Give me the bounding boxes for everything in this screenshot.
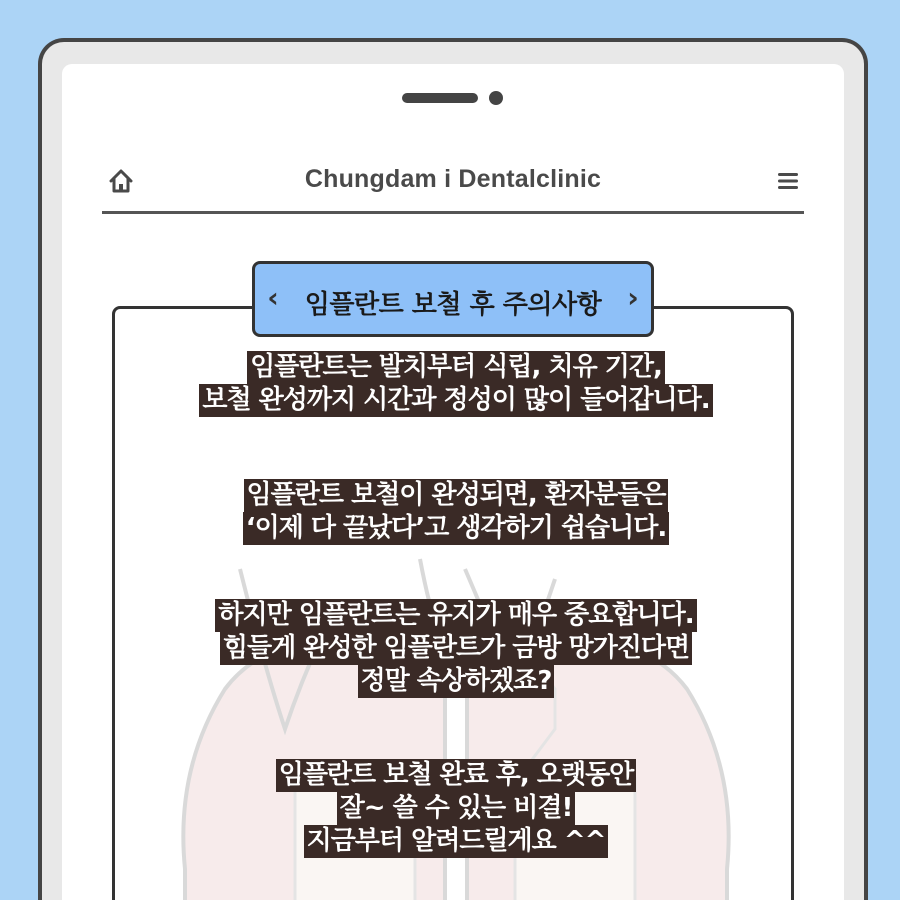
section-title: 임플란트 보철 후 주의사항 — [304, 290, 602, 320]
chevron-right-icon[interactable]: › — [627, 281, 639, 314]
tablet-frame — [38, 38, 868, 900]
content-card — [112, 306, 794, 900]
text-line: 힘들게 완성한 임플란트가 금방 망가진다면 — [220, 632, 692, 665]
paragraph-3 — [115, 599, 794, 698]
paragraph-2 — [115, 479, 794, 545]
camera-dot — [489, 91, 503, 105]
text-line: 임플란트 보철이 완성되면, 환자분들은 — [244, 479, 669, 512]
text-line: 보철 완성까지 시간과 정성이 많이 들어갑니다. — [199, 384, 712, 417]
text-line: 하지만 임플란트는 유지가 매우 중요합니다. — [215, 599, 696, 632]
app-title: Chungdam i Dentalclinic — [304, 165, 602, 193]
paragraph-4 — [115, 759, 794, 858]
text-line: 잘~ 쓸 수 있는 비결! — [337, 792, 576, 825]
app-header — [102, 154, 804, 214]
text-line: ‘이제 다 끝났다’고 생각하기 쉽습니다. — [243, 512, 670, 545]
text-line: 지금부터 알려드릴게요 ^^ — [304, 825, 609, 858]
chevron-left-icon[interactable]: ‹ — [267, 281, 279, 314]
text-line: 정말 속상하겠죠? — [358, 665, 555, 698]
paragraph-1 — [115, 351, 794, 417]
text-line: 임플란트 보철 완료 후, 오랫동안 — [276, 759, 637, 792]
tablet-screen — [62, 64, 844, 900]
section-title-pill — [252, 261, 654, 337]
speaker-slot — [402, 93, 478, 103]
text-line: 임플란트는 발치부터 식립, 치유 기간, — [247, 351, 665, 384]
menu-icon[interactable] — [778, 172, 798, 190]
